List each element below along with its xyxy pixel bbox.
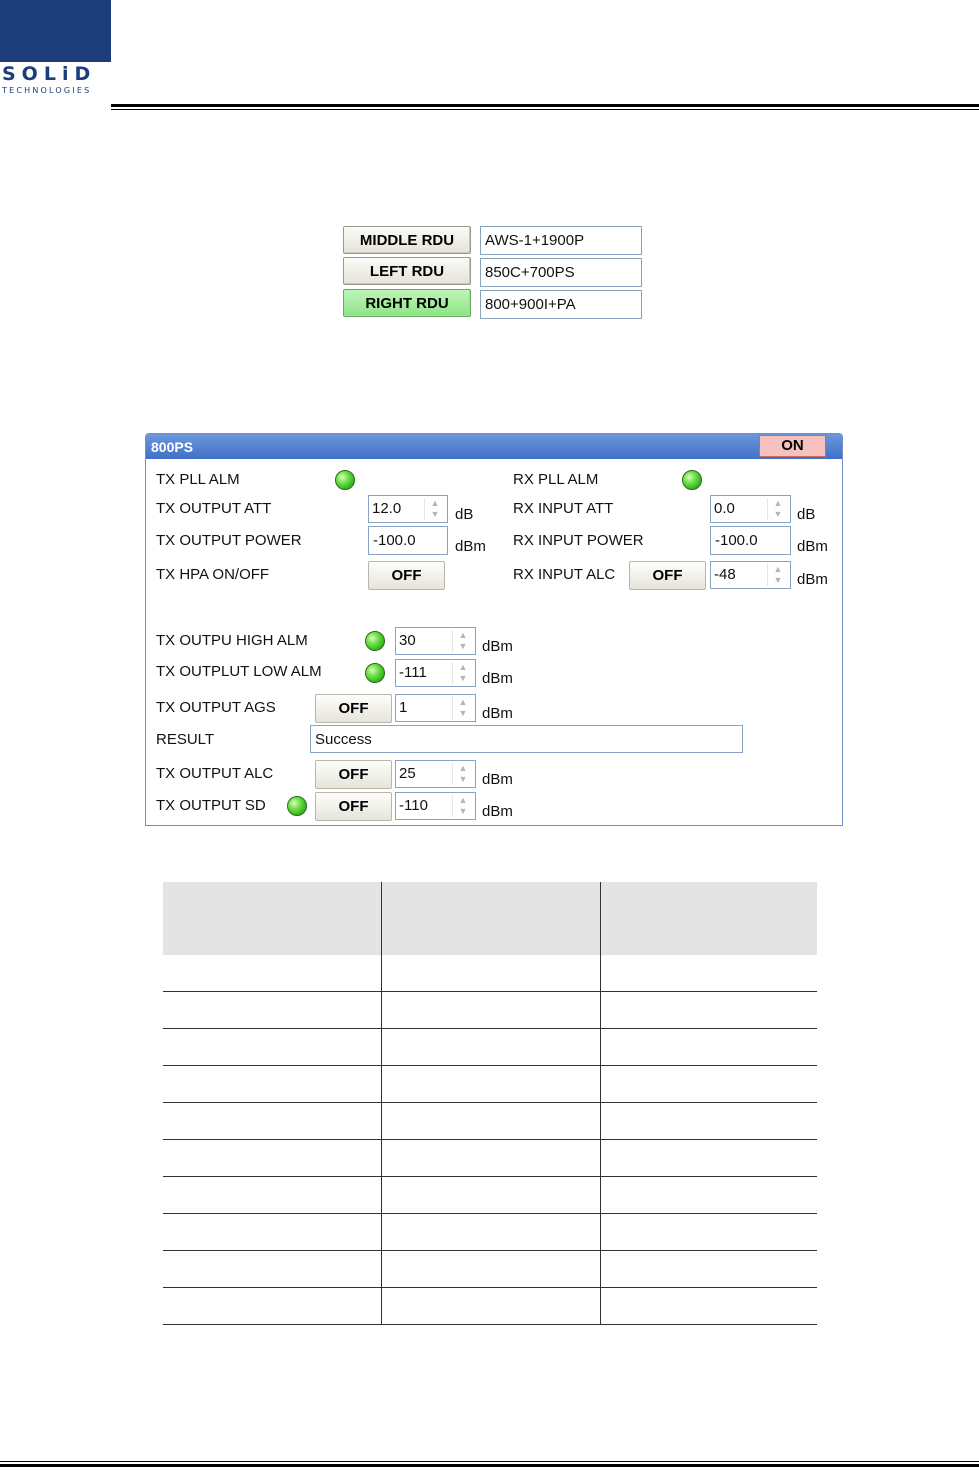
spinner-arrows-icon[interactable]: ▲ ▼ xyxy=(452,763,473,785)
table-cell xyxy=(601,1140,818,1177)
table-cell xyxy=(382,1251,601,1288)
table-cell xyxy=(163,1177,382,1214)
tx-sd-input[interactable] xyxy=(395,792,476,820)
spinner-arrows-icon[interactable]: ▲ ▼ xyxy=(452,662,473,684)
table-cell xyxy=(601,1288,818,1325)
table-cell xyxy=(601,955,818,992)
footer-rule-thin xyxy=(0,1461,979,1462)
table-cell xyxy=(382,1288,601,1325)
table-cell xyxy=(163,1029,382,1066)
table-header-row xyxy=(163,882,817,955)
spinner-arrows-icon[interactable]: ▲ ▼ xyxy=(452,630,473,652)
tx-output-power-field: -100.0 xyxy=(368,526,448,555)
tx-pll-alm-label: TX PLL ALM xyxy=(156,471,240,488)
tx-high-alm-label: TX OUTPU HIGH ALM xyxy=(156,632,308,649)
rx-input-att-input[interactable] xyxy=(710,495,791,523)
table-row xyxy=(163,992,817,1029)
table-cell xyxy=(382,1103,601,1140)
tx-alc-label: TX OUTPUT ALC xyxy=(156,765,274,782)
tx-sd-value: -110 xyxy=(399,797,428,814)
rx-input-alc-unit: dBm xyxy=(797,571,828,588)
logo-mark xyxy=(0,0,111,62)
table-row xyxy=(163,1288,817,1325)
table-cell xyxy=(382,1177,601,1214)
left-rdu-button[interactable]: LEFT RDU xyxy=(343,257,471,285)
tx-low-alm-input[interactable] xyxy=(395,659,476,687)
rx-input-att-value: 0.0 xyxy=(714,500,735,517)
spinner-arrows-icon[interactable]: ▲ ▼ xyxy=(424,498,445,520)
table-cell xyxy=(601,1066,818,1103)
tx-output-power-label: TX OUTPUT POWER xyxy=(156,532,302,549)
rx-input-power-label: RX INPUT POWER xyxy=(513,532,644,549)
table-cell xyxy=(163,1251,382,1288)
tx-alc-toggle-button[interactable]: OFF xyxy=(315,760,392,789)
table-cell xyxy=(163,1140,382,1177)
table-row xyxy=(163,955,817,992)
table-row xyxy=(163,1066,817,1103)
panel-title-bar xyxy=(146,434,842,459)
tx-ags-unit: dBm xyxy=(482,705,513,722)
tx-sd-toggle-button[interactable]: OFF xyxy=(315,792,392,821)
table-header-cell xyxy=(163,882,382,955)
tx-high-alm-value: 30 xyxy=(399,632,416,649)
rx-input-alc-value: -48 xyxy=(714,566,736,583)
table-cell xyxy=(382,1140,601,1177)
table-cell xyxy=(601,992,818,1029)
table-cell xyxy=(601,1177,818,1214)
rx-input-alc-label: RX INPUT ALC xyxy=(513,566,616,583)
tx-output-att-unit: dB xyxy=(455,506,474,523)
tx-high-alm-input[interactable] xyxy=(395,627,476,655)
spinner-arrows-icon[interactable]: ▲ ▼ xyxy=(767,498,788,520)
logo-name: SOLiD xyxy=(2,63,97,85)
tx-ags-value: 1 xyxy=(399,699,408,716)
middle-rdu-button[interactable]: MIDDLE RDU xyxy=(343,226,471,254)
footer-rule xyxy=(0,1464,979,1467)
table-row xyxy=(163,1140,817,1177)
tx-alc-input[interactable] xyxy=(395,760,476,788)
logo-tagline: TECHNOLOGIES xyxy=(2,86,92,95)
rx-input-power-unit: dBm xyxy=(797,538,828,555)
power-on-button[interactable]: ON xyxy=(759,435,826,457)
tx-output-att-input[interactable] xyxy=(368,495,448,523)
table-cell xyxy=(382,955,601,992)
table-cell xyxy=(382,1066,601,1103)
result-field: Success xyxy=(310,725,743,753)
table-cell xyxy=(163,992,382,1029)
tx-low-alm-led-icon xyxy=(365,663,385,683)
table-cell xyxy=(382,1214,601,1251)
table-cell xyxy=(163,955,382,992)
spinner-arrows-icon[interactable]: ▲ ▼ xyxy=(767,564,788,586)
tx-ags-input[interactable] xyxy=(395,694,476,722)
spinner-arrows-icon[interactable]: ▲ ▼ xyxy=(452,697,473,719)
table-cell xyxy=(601,1251,818,1288)
header-rule xyxy=(111,104,979,107)
tx-output-att-value: 12.0 xyxy=(372,500,402,517)
table-cell xyxy=(163,1288,382,1325)
tx-hpa-toggle-button[interactable]: OFF xyxy=(368,561,445,590)
panel-title: 800PS xyxy=(151,439,194,455)
company-logo xyxy=(0,0,111,97)
tx-hpa-label: TX HPA ON/OFF xyxy=(156,566,270,583)
table-header-cell xyxy=(382,882,601,955)
rx-input-att-unit: dB xyxy=(797,506,816,523)
tx-ags-toggle-button[interactable]: OFF xyxy=(315,694,392,723)
tx-pll-alm-led-icon xyxy=(335,470,355,490)
table-row xyxy=(163,1251,817,1288)
tx-alc-unit: dBm xyxy=(482,771,513,788)
table-cell xyxy=(163,1066,382,1103)
table-cell xyxy=(163,1214,382,1251)
table-row xyxy=(163,1214,817,1251)
rx-pll-alm-led-icon xyxy=(682,470,702,490)
header-rule-thin xyxy=(111,109,979,110)
tx-sd-unit: dBm xyxy=(482,803,513,820)
table-cell xyxy=(601,1214,818,1251)
tx-ags-label: TX OUTPUT AGS xyxy=(156,699,276,716)
tx-output-att-label: TX OUTPUT ATT xyxy=(156,500,272,517)
rx-input-alc-input[interactable] xyxy=(710,561,791,589)
description-table xyxy=(163,882,817,1325)
tx-sd-led-icon xyxy=(287,796,307,816)
tx-sd-label: TX OUTPUT SD xyxy=(156,797,266,814)
tx-low-alm-value: -111 xyxy=(399,664,427,681)
table-cell xyxy=(382,992,601,1029)
rx-input-power-field: -100.0 xyxy=(710,526,791,555)
table-row xyxy=(163,1103,817,1140)
table-row xyxy=(163,1029,817,1066)
tx-alc-value: 25 xyxy=(399,765,416,782)
right-rdu-button[interactable]: RIGHT RDU xyxy=(343,289,471,317)
table-cell xyxy=(601,1029,818,1066)
table-row xyxy=(163,1177,817,1214)
left-rdu-value: 850C+700PS xyxy=(480,258,642,287)
table-cell xyxy=(163,1103,382,1140)
tx-high-alm-unit: dBm xyxy=(482,638,513,655)
tx-high-alm-led-icon xyxy=(365,631,385,651)
tx-low-alm-unit: dBm xyxy=(482,670,513,687)
rx-pll-alm-label: RX PLL ALM xyxy=(513,471,599,488)
rx-input-att-label: RX INPUT ATT xyxy=(513,500,614,517)
tx-output-power-unit: dBm xyxy=(455,538,486,555)
table-cell xyxy=(601,1103,818,1140)
right-rdu-value: 800+900I+PA xyxy=(480,290,642,319)
result-label: RESULT xyxy=(156,731,215,748)
table-header-cell xyxy=(601,882,818,955)
tx-low-alm-label: TX OUTPLUT LOW ALM xyxy=(156,663,322,680)
table-cell xyxy=(382,1029,601,1066)
rx-input-alc-toggle-button[interactable]: OFF xyxy=(629,561,706,590)
spinner-arrows-icon[interactable]: ▲ ▼ xyxy=(452,795,473,817)
middle-rdu-value: AWS-1+1900P xyxy=(480,226,642,255)
